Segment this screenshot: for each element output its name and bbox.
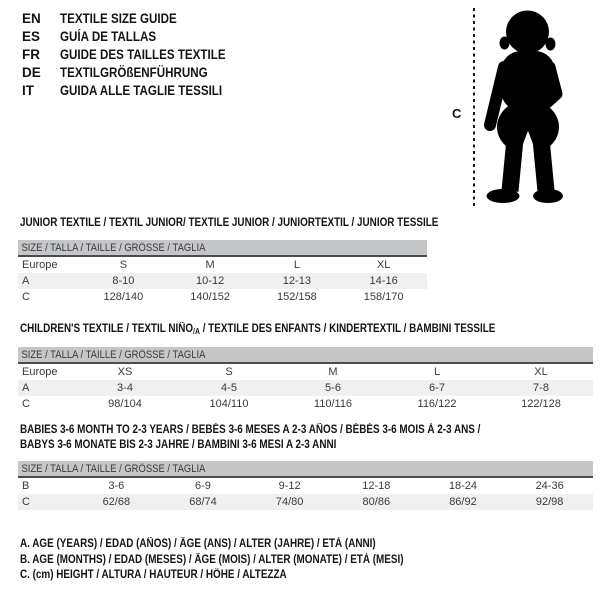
table-cell: 18-24 — [448, 480, 478, 492]
row-label: C — [18, 494, 73, 510]
table-cell: 8-10 — [80, 273, 167, 289]
table-row-height — [18, 396, 593, 412]
babies-size-table — [18, 461, 593, 510]
title-part: CHILDREN'S TEXTILE / TEXTIL NIÑO — [20, 323, 194, 335]
footnote-text: C. (cm) HEIGHT / ALTURA / HAUTEUR / HÖHE / ALTEZZA — [20, 569, 287, 581]
language-row-en — [22, 10, 253, 28]
table-cell: 140/152 — [190, 291, 230, 303]
table-cell: 92/98 — [506, 494, 593, 510]
table-cell: 14-16 — [340, 273, 427, 289]
size-header-cell — [18, 347, 593, 363]
size-header-label: SIZE / TALLA / TAILLE / GRÖSSE / TAGLIA — [21, 348, 206, 361]
table-row-europe — [18, 363, 593, 380]
language-code: IT — [22, 83, 34, 98]
table-cell: L — [293, 259, 300, 271]
table-cell: 152/158 — [276, 291, 317, 303]
table-cell: 104/110 — [209, 398, 249, 410]
language-title: GUIDA ALLE TAGLIE TESSILI — [60, 83, 223, 98]
table-cell: 86/92 — [420, 494, 507, 510]
babies-table-title — [20, 423, 555, 452]
table-cell: M — [328, 366, 338, 378]
height-dashed-line — [473, 8, 475, 207]
row-label: Europe — [22, 259, 58, 271]
table-cell: S — [119, 259, 128, 271]
table-row-europe — [18, 256, 427, 273]
title-line-1: BABIES 3-6 MONTH TO 2-3 YEARS / BEBÉS 3-6 MESES A 2-3 AÑOS / BÉBÉS 3-6 MOIS À 2-3 ANS / — [20, 424, 481, 436]
table-cell: S — [225, 366, 233, 378]
language-row-it — [22, 82, 253, 100]
language-title: TEXTILGRÖßENFÜHRUNG — [60, 65, 208, 80]
toddler-silhouette-icon — [484, 9, 566, 207]
table-cell: L — [433, 366, 441, 378]
table-row-months — [18, 477, 593, 494]
table-cell: 5-6 — [281, 380, 385, 396]
size-header-cell — [18, 461, 593, 477]
size-header-row — [18, 240, 427, 256]
children-size-table — [18, 347, 593, 412]
title-text: JUNIOR TEXTILE / TEXTIL JUNIOR/ TEXTILE JUNIOR / JUNIORTEXTIL / JUNIOR TESSILE — [20, 217, 439, 229]
language-row-fr — [22, 46, 253, 64]
table-cell: 74/80 — [246, 494, 333, 510]
language-header — [22, 10, 253, 100]
footnote-a — [20, 537, 466, 553]
table-cell: 12-18 — [362, 480, 391, 492]
row-label: A — [18, 380, 73, 396]
height-marker-label: C — [452, 106, 462, 121]
language-code: ES — [22, 29, 41, 44]
table-cell: 4-5 — [177, 380, 281, 396]
row-label: C — [22, 291, 30, 303]
footnotes — [20, 537, 466, 584]
table-cell: 3-4 — [73, 380, 177, 396]
footnote-c — [20, 568, 466, 584]
language-code: EN — [22, 11, 41, 26]
footnote-b — [20, 553, 466, 569]
table-cell: 68/74 — [160, 494, 247, 510]
table-cell: 3-6 — [108, 480, 125, 492]
table-cell: XS — [117, 366, 133, 378]
table-cell: 158/170 — [363, 291, 404, 303]
row-label: Europe — [22, 366, 58, 378]
footnote-text: B. AGE (MONTHS) / EDAD (MESES) / ÂGE (MOIS) / ALTER (MONATE) / ETÀ (MESI) — [20, 553, 404, 566]
row-label: A — [18, 273, 80, 289]
size-header-label: SIZE / TALLA / TAILLE / GRÖSSE / TAGLIA — [21, 462, 206, 475]
table-cell: M — [205, 259, 215, 271]
row-label: B — [22, 480, 30, 492]
language-row-de — [22, 64, 253, 82]
size-header-label: SIZE / TALLA / TAILLE / GRÖSSE / TAGLIA — [21, 241, 206, 254]
title-text — [20, 322, 495, 340]
table-cell: 6-7 — [385, 380, 489, 396]
table-row-age — [18, 273, 427, 289]
language-title: TEXTILE SIZE GUIDE — [60, 11, 177, 26]
junior-size-table — [18, 240, 427, 305]
table-cell: 128/140 — [103, 291, 144, 303]
junior-table-title — [20, 216, 506, 231]
table-cell: XL — [534, 366, 548, 378]
size-header-row — [18, 347, 593, 363]
language-title: GUÍA DE TALLAS — [60, 29, 157, 44]
table-cell: 7-8 — [489, 380, 593, 396]
table-cell: 116/122 — [417, 398, 457, 410]
table-row-height — [18, 494, 593, 510]
language-code: FR — [22, 47, 40, 62]
footnote-text: A. AGE (YEARS) / EDAD (AÑOS) / ÂGE (ANS) / ALTER (JAHRE) / ETÀ (ANNI) — [20, 538, 376, 550]
table-cell: XL — [376, 259, 391, 271]
language-title: GUIDE DES TAILLES TEXTILE — [60, 47, 226, 62]
table-cell: 6-9 — [195, 480, 211, 492]
table-cell: 80/86 — [333, 494, 420, 510]
language-row-es — [22, 28, 253, 46]
row-label: C — [22, 398, 30, 410]
title-part: / TEXTILE DES ENFANTS / KINDERTEXTIL / BAMBINI TESSILE — [199, 323, 496, 335]
table-cell: 122/128 — [521, 398, 561, 410]
children-table-title — [20, 322, 573, 340]
table-cell: 110/116 — [313, 398, 353, 410]
table-cell: 12-13 — [254, 273, 341, 289]
table-cell: 62/68 — [73, 494, 160, 510]
table-cell: 24-36 — [535, 480, 564, 492]
table-cell: 10-12 — [167, 273, 254, 289]
table-row-height — [18, 289, 427, 305]
table-cell: 98/104 — [108, 398, 142, 410]
size-header-cell — [18, 240, 427, 256]
table-row-age — [18, 380, 593, 396]
size-header-row — [18, 461, 593, 477]
title-subscript: /A — [193, 327, 200, 336]
title-line-2: BABYS 3-6 MONATE BIS 2-3 JAHRE / BAMBINI 3-6 MESI A 2-3 ANNI — [20, 438, 337, 451]
table-cell: 9-12 — [278, 480, 301, 492]
language-code: DE — [22, 65, 41, 80]
